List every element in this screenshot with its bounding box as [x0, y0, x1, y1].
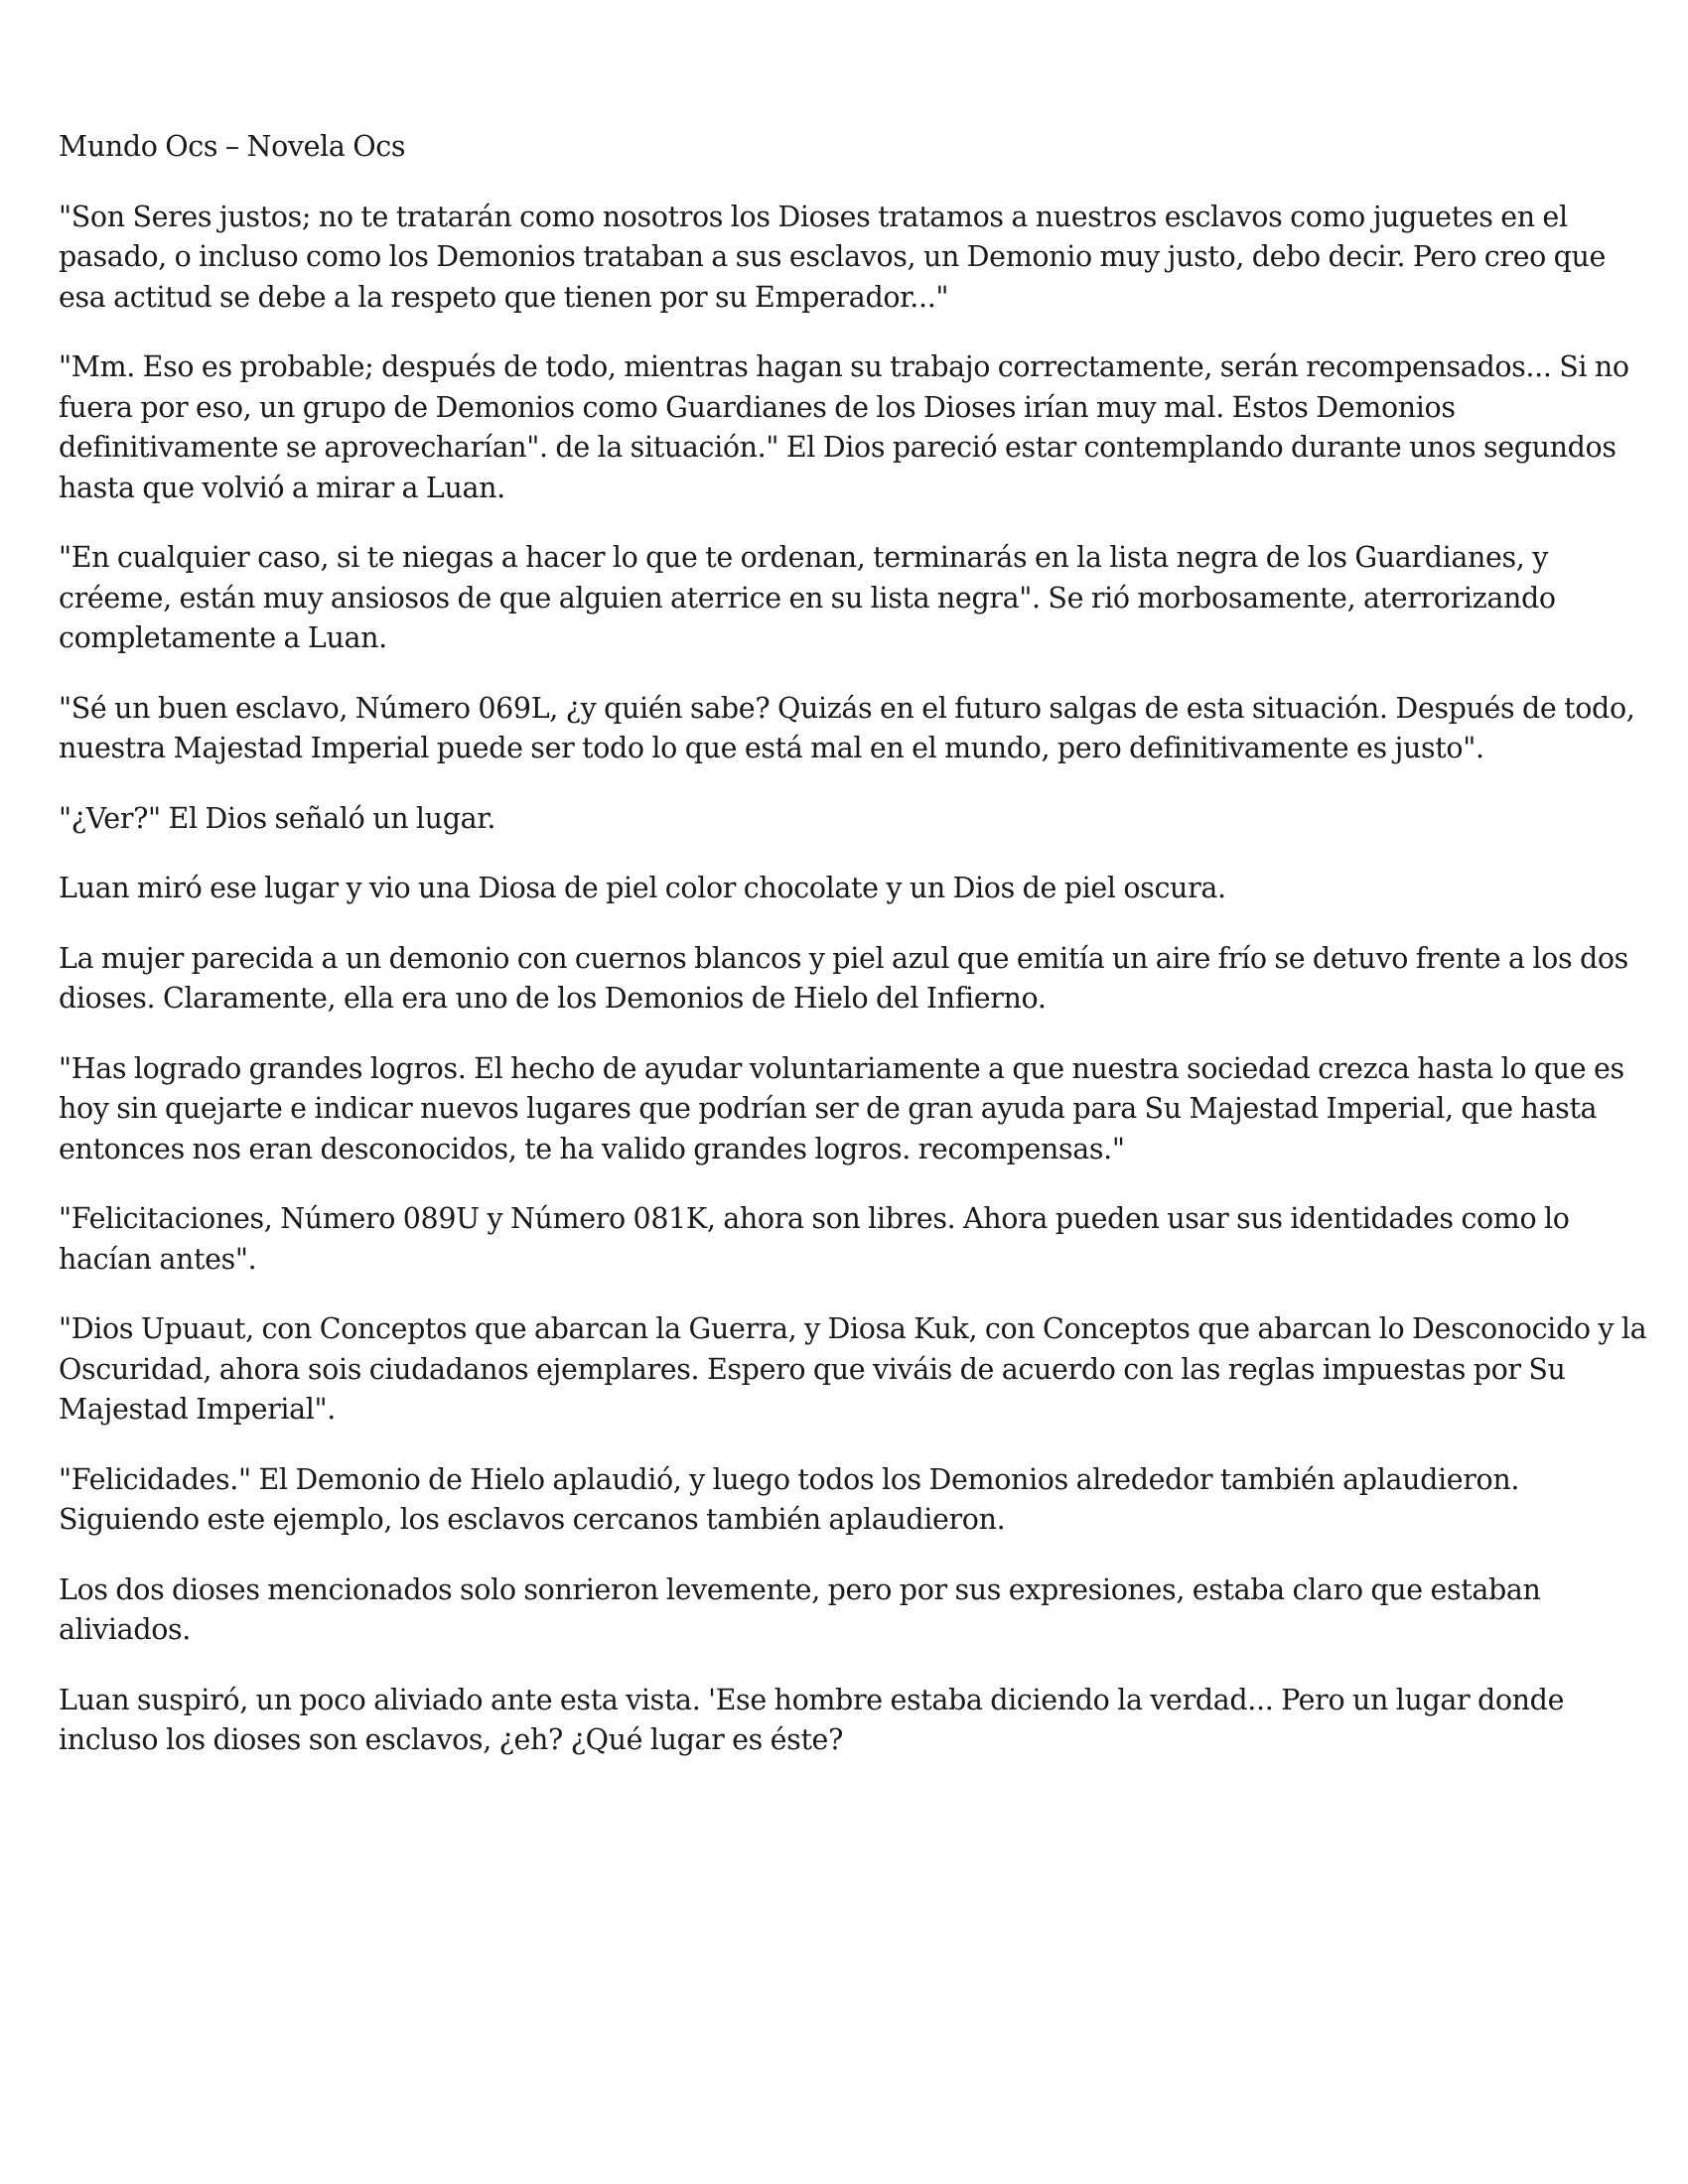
paragraph: "Dios Upuaut, con Conceptos que abarcan la Guerra, y Diosa Kuk, con Conceptos que abarcan lo Desconocido y la Oscuridad, ahora sois ciudadanos ejemplares. Espero que viváis de acuerdo con las reglas impuestas por Su Majestad Imperial".: [59, 1312, 1647, 1426]
document-body: [59, 127, 1647, 1791]
paragraph: Luan miró ese lugar y vio una Diosa de piel color chocolate y un Dios de piel oscura.: [59, 872, 1226, 904]
paragraph: "Son Seres justos; no te tratarán como nosotros los Dioses tratamos a nuestros esclavos como juguetes en el pasado, o incluso como los Demonios trataban a sus esclavos, un Demonio muy justo, debo decir. Pero creo que esa actitud se debe a la respeto que tienen por su Emperador...": [59, 200, 1607, 314]
paragraph: La mujer parecida a un demonio con cuernos blancos y piel azul que emitía un aire frío se detuvo frente a los dos dioses. Claramente, ella era uno de los Demonios de Hielo del Infierno.: [59, 941, 1628, 1015]
paragraph: Luan suspiró, un poco aliviado ante esta vista. 'Ese hombre estaba diciendo la verdad... Pero un lugar donde incluso los dioses son esclavos, ¿eh? ¿Qué lugar es éste?: [59, 1683, 1565, 1756]
paragraph: "Sé un buen esclavo, Número 069L, ¿y quién sabe? Quizás en el futuro salgas de esta situación. Después de todo, nuestra Majestad Imperial puede ser todo lo que está mal en el mundo, pero definitivamente es justo".: [59, 691, 1635, 764]
paragraph: "En cualquier caso, si te niegas a hacer lo que te ordenan, terminarás en la lista negra de los Guardianes, y créeme, están muy ansiosos de que alguien aterrice en su lista negra". Se rió morbosamente, aterrorizando completamente a Luan.: [59, 541, 1556, 654]
paragraph: "Felicidades." El Demonio de Hielo aplaudió, y luego todos los Demonios alrededor también aplaudieron. Siguiendo este ejemplo, los esclavos cercanos también aplaudieron.: [59, 1462, 1520, 1536]
paragraph: "¿Ver?" El Dios señaló un lugar.: [59, 801, 496, 835]
document-header: Mundo Ocs – Novela Ocs: [59, 130, 406, 163]
paragraph: "Has logrado grandes logros. El hecho de ayudar voluntariamente a que nuestra sociedad crezca hasta lo que es hoy sin quejarte e indicar nuevos lugares que podrían ser de gran ayuda para Su Majestad Imperial, que hasta entonces nos eran desconocidos, te ha valido grandes logros. recompensas.": [59, 1051, 1624, 1165]
paragraph: Los dos dioses mencionados solo sonrieron levemente, pero por sus expresiones, estaba claro que estaban aliviados.: [59, 1572, 1541, 1646]
paragraph: "Felicitaciones, Número 089U y Número 081K, ahora son libres. Ahora pueden usar sus identidades como lo hacían antes".: [59, 1202, 1570, 1276]
paragraph: "Mm. Eso es probable; después de todo, mientras hagan su trabajo correctamente, serán recompensados... Si no fuera por eso, un grupo de Demonios como Guardianes de los Dioses irían muy mal. Estos Demonios definitivamente se aprovecharían". de la situación." El Dios pareció estar contemplando durante unos segundos hasta que volvió a mirar a Luan.: [59, 350, 1629, 504]
